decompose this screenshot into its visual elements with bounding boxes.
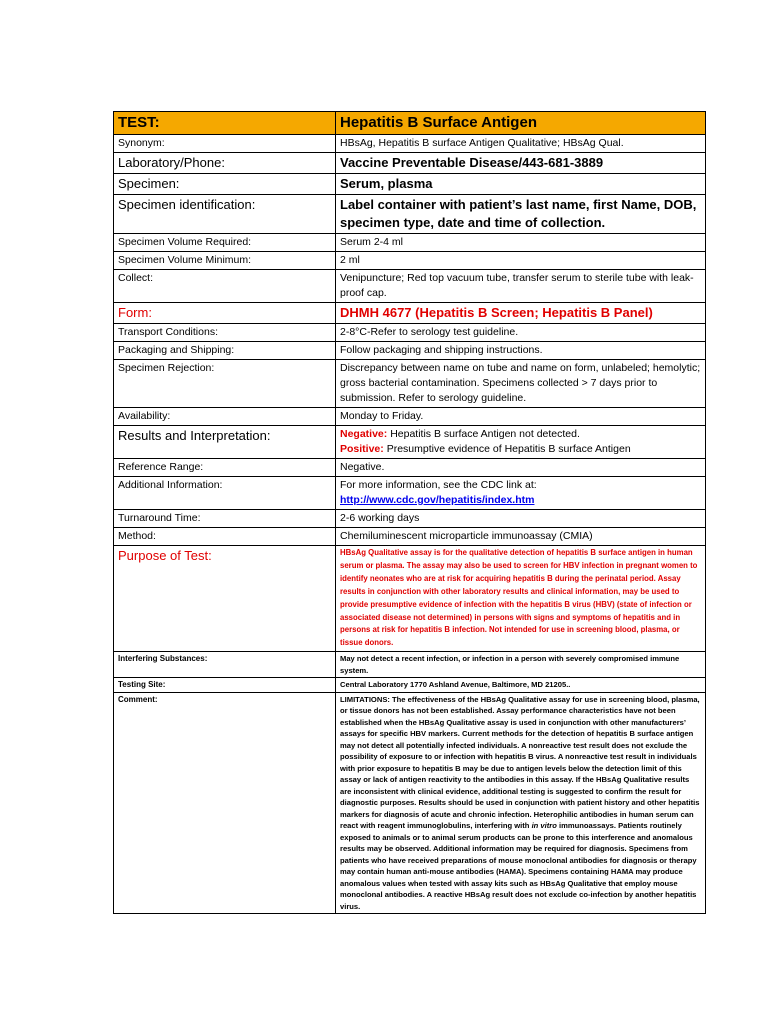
rejection-key: Specimen Rejection: [114, 360, 336, 408]
results-key: Results and Interpretation: [114, 426, 336, 459]
test-info-table [113, 111, 706, 914]
positive-label: Positive: [340, 443, 384, 455]
positive-text: Presumptive evidence of Hepatitis B surface Antigen [386, 443, 631, 455]
table-row [114, 652, 706, 678]
availability-key: Availability: [114, 408, 336, 426]
table-row [114, 153, 706, 174]
specimen-key: Specimen: [114, 174, 336, 195]
interfering-value: May not detect a recent infection, or infection in a person with severely compromised immune system. [336, 652, 706, 678]
additional-value [336, 477, 706, 510]
cdc-link[interactable]: http://www.cdc.gov/hepatitis/index.htm [340, 494, 535, 506]
form-value: DHMH 4677 (Hepatitis B Screen; Hepatitis B Panel) [336, 303, 706, 324]
table-row [114, 342, 706, 360]
packaging-value: Follow packaging and shipping instructions. [336, 342, 706, 360]
specimen-value: Serum, plasma [336, 174, 706, 195]
reference-value: Negative. [336, 459, 706, 477]
negative-text: Hepatitis B surface Antigen not detected. [390, 428, 580, 440]
specimen-id-key: Specimen identification: [114, 195, 336, 234]
table-row [114, 678, 706, 693]
reference-key: Reference Range: [114, 459, 336, 477]
vol-min-value: 2 ml [336, 252, 706, 270]
method-key: Method: [114, 528, 336, 546]
table-row [114, 324, 706, 342]
purpose-value: HBsAg Qualitative assay is for the qualitative detection of hepatitis B surface antigen in human serum or plasma. The assay may also be used to screen for HBV infection in pregnant women to identify neonates who are at risk for acquiring hepatitis B during the perinatal period. Assay results in conjunction with other laboratory results and clinical information, may be used to provide presumptive evidence of infection with the hepatitis B virus (HBV) (state of infection or associated disease not determined) in persons with signs and symptoms of hepatitis and in persons at risk for hepatitis B infection. Not intended for use in screening blood, plasma, or tissue donors. [336, 546, 706, 652]
header-value: Hepatitis B Surface Antigen [336, 112, 706, 135]
form-key: Form: [114, 303, 336, 324]
table-row [114, 692, 706, 914]
comment-text-after: immunoassays. Patients routinely exposed to animals or to animal serum products can be prone to this interference and anomalous results may be observed. Additional information may be required for diagnosis. Specimens from patients who have received preparations of mouse monoclonal antibodies for diagnosis or therapy may contain human anti-mouse antibodies (HAMA). Specimens containing HAMA may produce anomalous values when tested with assay kits such as HBsAg Qualitative that employ mouse monoclonal antibodies. A reactive HBsAg result does not exclude co-infection by another hepatitis virus. [340, 821, 697, 911]
turnaround-key: Turnaround Time: [114, 510, 336, 528]
rejection-value: Discrepancy between name on tube and name on form, unlabeled; hemolytic; gross bacterial contamination. Specimens collected > 7 days prior to submission. Refer to serology guideline. [336, 360, 706, 408]
collect-key: Collect: [114, 270, 336, 303]
availability-value: Monday to Friday. [336, 408, 706, 426]
table-row [114, 195, 706, 234]
negative-line [340, 427, 701, 442]
table-row [114, 546, 706, 652]
table-row [114, 477, 706, 510]
purpose-key: Purpose of Test: [114, 546, 336, 652]
table-header-row [114, 112, 706, 135]
synonym-value: HBsAg, Hepatitis B surface Antigen Qualitative; HBsAg Qual. [336, 135, 706, 153]
comment-key: Comment: [114, 692, 336, 914]
vol-min-key: Specimen Volume Minimum: [114, 252, 336, 270]
test-info-sheet [113, 111, 706, 914]
additional-text: For more information, see the CDC link at: [340, 479, 537, 491]
specimen-id-value: Label container with patient’s last name, first Name, DOB, specimen type, date and time of collection. [336, 195, 706, 234]
table-row [114, 426, 706, 459]
table-row [114, 459, 706, 477]
table-row [114, 408, 706, 426]
table-row [114, 510, 706, 528]
comment-value [336, 692, 706, 914]
method-value: Chemiluminescent microparticle immunoassay (CMIA) [336, 528, 706, 546]
table-row [114, 270, 706, 303]
positive-line [340, 442, 701, 457]
comment-italic: in vitro [531, 821, 557, 831]
table-row [114, 135, 706, 153]
transport-key: Transport Conditions: [114, 324, 336, 342]
table-row [114, 360, 706, 408]
collect-value: Venipuncture; Red top vacuum tube, transfer serum to sterile tube with leak-proof cap. [336, 270, 706, 303]
negative-label: Negative: [340, 428, 388, 440]
interfering-key: Interfering Substances: [114, 652, 336, 678]
vol-req-value: Serum 2-4 ml [336, 234, 706, 252]
table-row [114, 528, 706, 546]
table-row [114, 303, 706, 324]
table-row [114, 252, 706, 270]
turnaround-value: 2-6 working days [336, 510, 706, 528]
lab-key: Laboratory/Phone: [114, 153, 336, 174]
testing-site-value: Central Laboratory 1770 Ashland Avenue, Baltimore, MD 21205.. [336, 678, 706, 693]
results-value [336, 426, 706, 459]
table-row [114, 234, 706, 252]
synonym-key: Synonym: [114, 135, 336, 153]
header-key: TEST: [114, 112, 336, 135]
comment-text-before: LIMITATIONS: The effectiveness of the HBsAg Qualitative assay for use in screening blood, plasma, or tissue donors has not been established. Assay performance characteristics have not been established when the HBsAg Qualitative assay is used in conjunction with other manufacturers’ assays for specific HBV markers. Current methods for the detection of hepatitis B surface antigen may not detect all potentially infected individuals. A nonreactive test result does not exclude the possibility of exposure to or infection with hepatitis B virus. A nonreactive test result in individuals with prior exposure to hepatitis B may be due to antigen levels below the detection limit of this assay or lack of antigen reactivity to the antibodies in this assay. If the HBsAg Qualitative results are inconsistent with clinical evidence, additional testing is suggested to confirm the result for diagnostic purposes. Results should be used in conjunction with patient history and other hepatitis markers for diagnosis of acute and chronic infection. Heterophilic antibodies in human serum can react with reagent immunoglobulins, interfering with [340, 694, 700, 831]
vol-req-key: Specimen Volume Required: [114, 234, 336, 252]
packaging-key: Packaging and Shipping: [114, 342, 336, 360]
transport-value: 2-8°C-Refer to serology test guideline. [336, 324, 706, 342]
testing-site-key: Testing Site: [114, 678, 336, 693]
additional-key: Additional Information: [114, 477, 336, 510]
lab-value: Vaccine Preventable Disease/443-681-3889 [336, 153, 706, 174]
table-row [114, 174, 706, 195]
